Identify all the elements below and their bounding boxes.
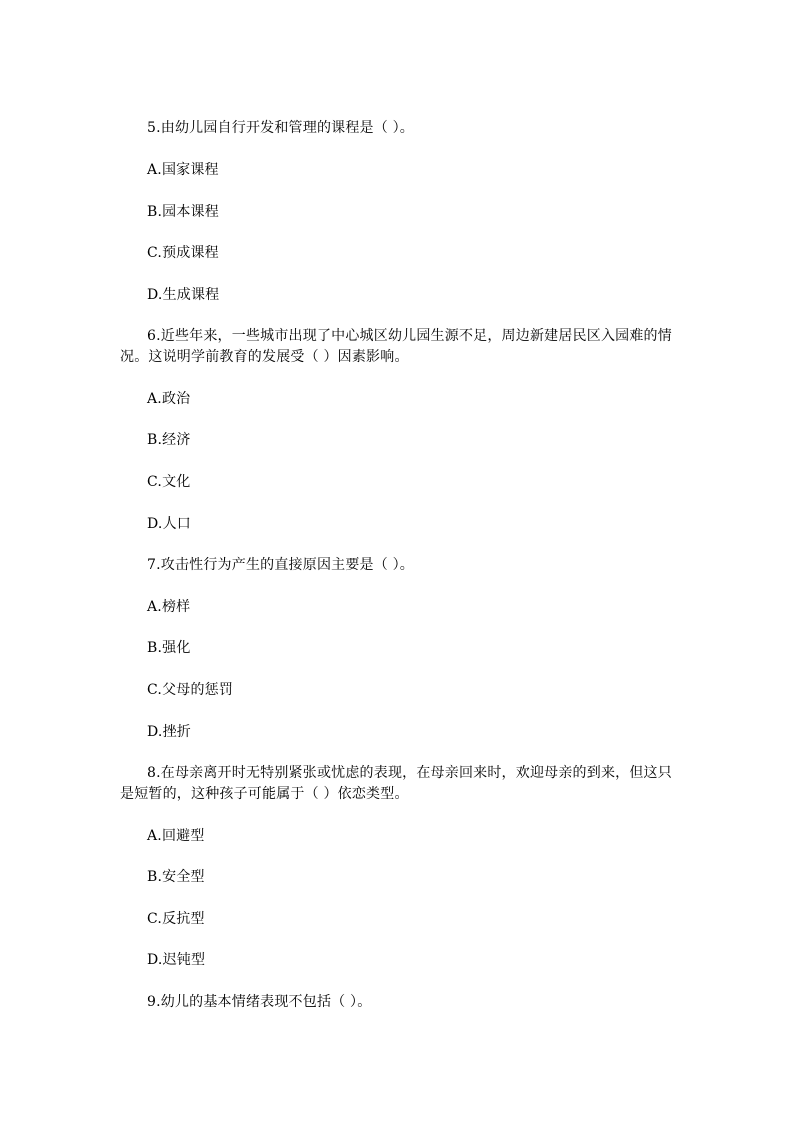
question-7-option-b: B.强化 [147, 640, 191, 656]
question-8-option-d: D.迟钝型 [147, 952, 206, 968]
question-7-option-a: A.榜样 [147, 599, 191, 615]
question-6-option-a: A.政治 [147, 391, 191, 407]
question-8-option-a: A.回避型 [147, 828, 205, 844]
question-8-stem-continued: 是短暂的，这种孩子可能属于（ ）依恋类型。 [120, 786, 409, 802]
question-7-stem: 7.攻击性行为产生的直接原因主要是（ ）。 [147, 557, 415, 573]
question-6-option-c: C.文化 [147, 474, 191, 490]
question-8-option-c: C.反抗型 [147, 911, 205, 927]
question-7-option-d: D.挫折 [147, 724, 191, 740]
question-6-stem-continued: 况。这说明学前教育的发展受（ ）因素影响。 [120, 349, 409, 365]
question-6-stem: 6.近些年来，一些城市出现了中心城区幼儿园生源不足，周边新建居民区入园难的情 [147, 328, 672, 344]
question-5-option-d: D.生成课程 [147, 287, 220, 303]
question-8-stem: 8.在母亲离开时无特别紧张或忧虑的表现，在母亲回来时，欢迎母亲的到来，但这只 [147, 765, 672, 781]
question-8-option-b: B.安全型 [147, 869, 205, 885]
question-6-option-b: B.经济 [147, 432, 191, 448]
question-5-option-b: B.园本课程 [147, 204, 219, 220]
question-5-option-a: A.国家课程 [147, 162, 219, 178]
question-9-stem: 9.幼儿的基本情绪表现不包括（ ）。 [147, 994, 372, 1010]
question-7-option-c: C.父母的惩罚 [147, 682, 234, 698]
question-5-option-c: C.预成课程 [147, 245, 219, 261]
question-6-option-d: D.人口 [147, 516, 191, 532]
question-5-stem: 5.由幼儿园自行开发和管理的课程是（ ）。 [147, 120, 415, 136]
